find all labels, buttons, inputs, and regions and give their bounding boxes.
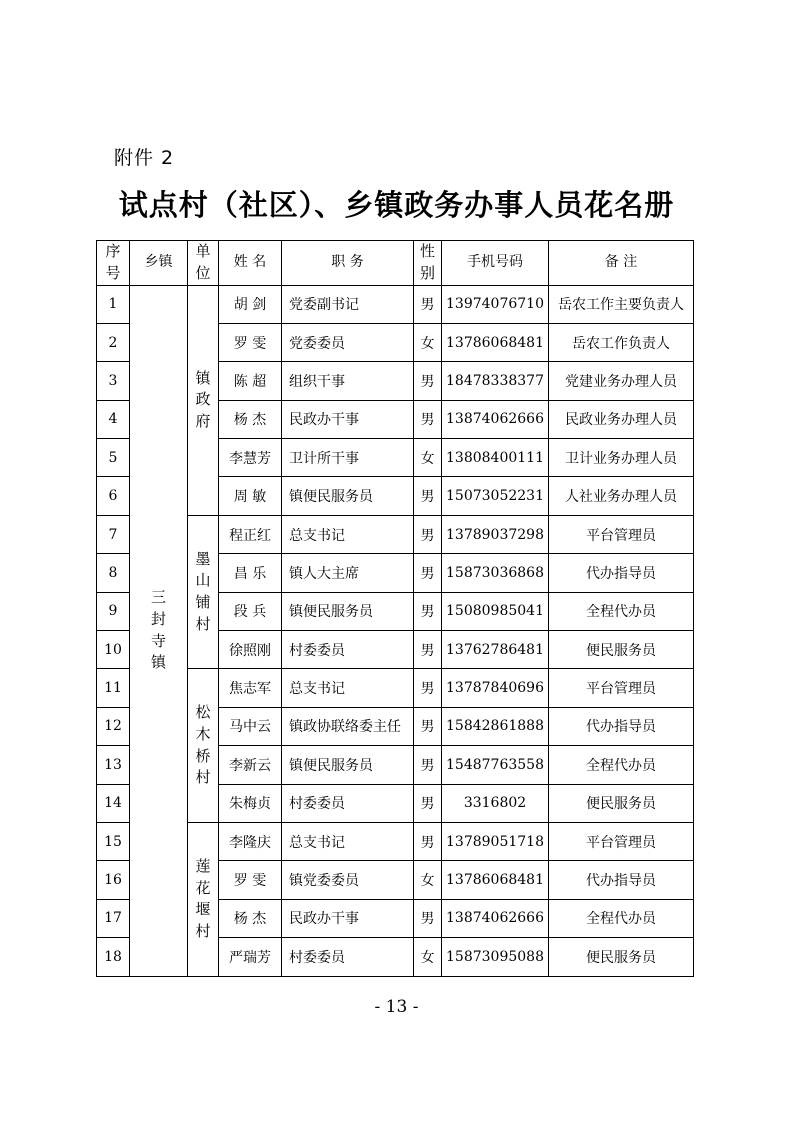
row-number: 5	[97, 439, 130, 477]
person-name: 严瑞芳	[219, 938, 282, 976]
person-name: 徐照刚	[219, 631, 282, 669]
phone-number: 13787840696	[442, 669, 549, 707]
row-number: 13	[97, 746, 130, 784]
gender: 男	[414, 899, 442, 937]
person-name: 朱梅贞	[219, 784, 282, 822]
gender: 男	[414, 362, 442, 400]
phone-number: 13974076710	[442, 285, 549, 323]
gender: 女	[414, 323, 442, 361]
person-name: 杨 杰	[219, 400, 282, 438]
gender: 男	[414, 707, 442, 745]
phone-number: 13874062666	[442, 400, 549, 438]
header-town: 乡镇	[130, 241, 188, 286]
duty: 民政办干事	[282, 400, 414, 438]
gender: 女	[414, 938, 442, 976]
row-number: 3	[97, 362, 130, 400]
person-name: 程正红	[219, 515, 282, 553]
person-name: 马中云	[219, 707, 282, 745]
person-name: 胡 剑	[219, 285, 282, 323]
gender: 男	[414, 631, 442, 669]
gender: 男	[414, 822, 442, 860]
remark: 全程代办员	[549, 592, 694, 630]
person-name: 罗 雯	[219, 323, 282, 361]
row-number: 16	[97, 861, 130, 899]
row-number: 9	[97, 592, 130, 630]
duty: 总支书记	[282, 669, 414, 707]
phone-number: 15080985041	[442, 592, 549, 630]
table-row	[97, 285, 694, 323]
duty: 镇党委委员	[282, 861, 414, 899]
phone-number: 13786068481	[442, 323, 549, 361]
row-number: 2	[97, 323, 130, 361]
remark: 便民服务员	[549, 631, 694, 669]
attachment-label: 附件 2	[114, 147, 175, 169]
gender: 男	[414, 285, 442, 323]
page-title: 试点村（社区）、乡镇政务办事人员花名册	[118, 188, 675, 222]
header-row	[97, 241, 694, 286]
duty: 总支书记	[282, 822, 414, 860]
duty: 镇便民服务员	[282, 746, 414, 784]
person-name: 李慧芳	[219, 439, 282, 477]
phone-number: 13762786481	[442, 631, 549, 669]
duty: 民政办干事	[282, 899, 414, 937]
gender: 女	[414, 861, 442, 899]
person-name: 陈 超	[219, 362, 282, 400]
row-number: 7	[97, 515, 130, 553]
remark: 卫计业务办理人员	[549, 439, 694, 477]
gender: 男	[414, 554, 442, 592]
table-body	[97, 285, 694, 976]
unit-name: 莲花堰村	[195, 856, 211, 940]
row-number: 14	[97, 784, 130, 822]
gender: 女	[414, 439, 442, 477]
header-phone: 手机号码	[442, 241, 549, 286]
header-name: 姓 名	[219, 241, 282, 286]
phone-number: 15873095088	[442, 938, 549, 976]
gender: 男	[414, 592, 442, 630]
header-unit: 单位	[188, 241, 219, 286]
person-name: 李新云	[219, 746, 282, 784]
unit-cell	[188, 669, 219, 823]
person-name: 罗 雯	[219, 861, 282, 899]
page-number: - 13 -	[374, 997, 419, 1017]
person-name: 李隆庆	[219, 822, 282, 860]
unit-name: 镇政府	[195, 368, 211, 431]
gender: 男	[414, 477, 442, 515]
row-number: 6	[97, 477, 130, 515]
duty: 村委委员	[282, 784, 414, 822]
row-number: 12	[97, 707, 130, 745]
remark: 全程代办员	[549, 746, 694, 784]
duty: 党委委员	[282, 323, 414, 361]
remark: 代办指导员	[549, 554, 694, 592]
table-header	[97, 241, 694, 286]
duty: 镇便民服务员	[282, 477, 414, 515]
remark: 代办指导员	[549, 707, 694, 745]
remark: 岳农工作负责人	[549, 323, 694, 361]
remark: 便民服务员	[549, 784, 694, 822]
row-number: 18	[97, 938, 130, 976]
header-remark: 备 注	[549, 241, 694, 286]
town-name: 三封寺镇	[150, 588, 166, 672]
row-number: 4	[97, 400, 130, 438]
gender: 男	[414, 746, 442, 784]
person-name: 段 兵	[219, 592, 282, 630]
phone-number: 13789037298	[442, 515, 549, 553]
unit-cell	[188, 285, 219, 515]
phone-number: 3316802	[442, 784, 549, 822]
unit-cell	[188, 822, 219, 976]
unit-name: 松木桥村	[195, 703, 211, 787]
phone-number: 15487763558	[442, 746, 549, 784]
phone-number: 13789051718	[442, 822, 549, 860]
phone-number: 13808400111	[442, 439, 549, 477]
remark: 平台管理员	[549, 669, 694, 707]
unit-cell	[188, 515, 219, 669]
remark: 党建业务办理人员	[549, 362, 694, 400]
phone-number: 18478338377	[442, 362, 549, 400]
duty: 卫计所干事	[282, 439, 414, 477]
remark: 平台管理员	[549, 822, 694, 860]
gender: 男	[414, 515, 442, 553]
town-cell	[130, 285, 188, 976]
gender: 男	[414, 400, 442, 438]
row-number: 1	[97, 285, 130, 323]
phone-number: 13874062666	[442, 899, 549, 937]
duty: 村委委员	[282, 938, 414, 976]
row-number: 17	[97, 899, 130, 937]
remark: 全程代办员	[549, 899, 694, 937]
duty: 镇便民服务员	[282, 592, 414, 630]
remark: 民政业务办理人员	[549, 400, 694, 438]
remark: 岳农工作主要负责人	[549, 285, 694, 323]
duty: 总支书记	[282, 515, 414, 553]
remark: 人社业务办理人员	[549, 477, 694, 515]
unit-name: 墨山铺村	[195, 549, 211, 633]
gender: 男	[414, 669, 442, 707]
duty: 村委委员	[282, 631, 414, 669]
row-number: 10	[97, 631, 130, 669]
header-duty: 职 务	[282, 241, 414, 286]
phone-number: 15073052231	[442, 477, 549, 515]
duty: 组织干事	[282, 362, 414, 400]
phone-number: 15873036868	[442, 554, 549, 592]
duty: 党委副书记	[282, 285, 414, 323]
person-name: 杨 杰	[219, 899, 282, 937]
gender: 男	[414, 784, 442, 822]
remark: 平台管理员	[549, 515, 694, 553]
row-number: 8	[97, 554, 130, 592]
duty: 镇政协联络委主任	[282, 707, 414, 745]
phone-number: 15842861888	[442, 707, 549, 745]
person-name: 昌 乐	[219, 554, 282, 592]
row-number: 11	[97, 669, 130, 707]
remark: 代办指导员	[549, 861, 694, 899]
header-no: 序号	[97, 241, 130, 286]
duty: 镇人大主席	[282, 554, 414, 592]
phone-number: 13786068481	[442, 861, 549, 899]
row-number: 15	[97, 822, 130, 860]
person-name: 焦志军	[219, 669, 282, 707]
roster-table	[96, 240, 694, 977]
header-gender: 性别	[414, 241, 442, 286]
remark: 便民服务员	[549, 938, 694, 976]
person-name: 周 敏	[219, 477, 282, 515]
